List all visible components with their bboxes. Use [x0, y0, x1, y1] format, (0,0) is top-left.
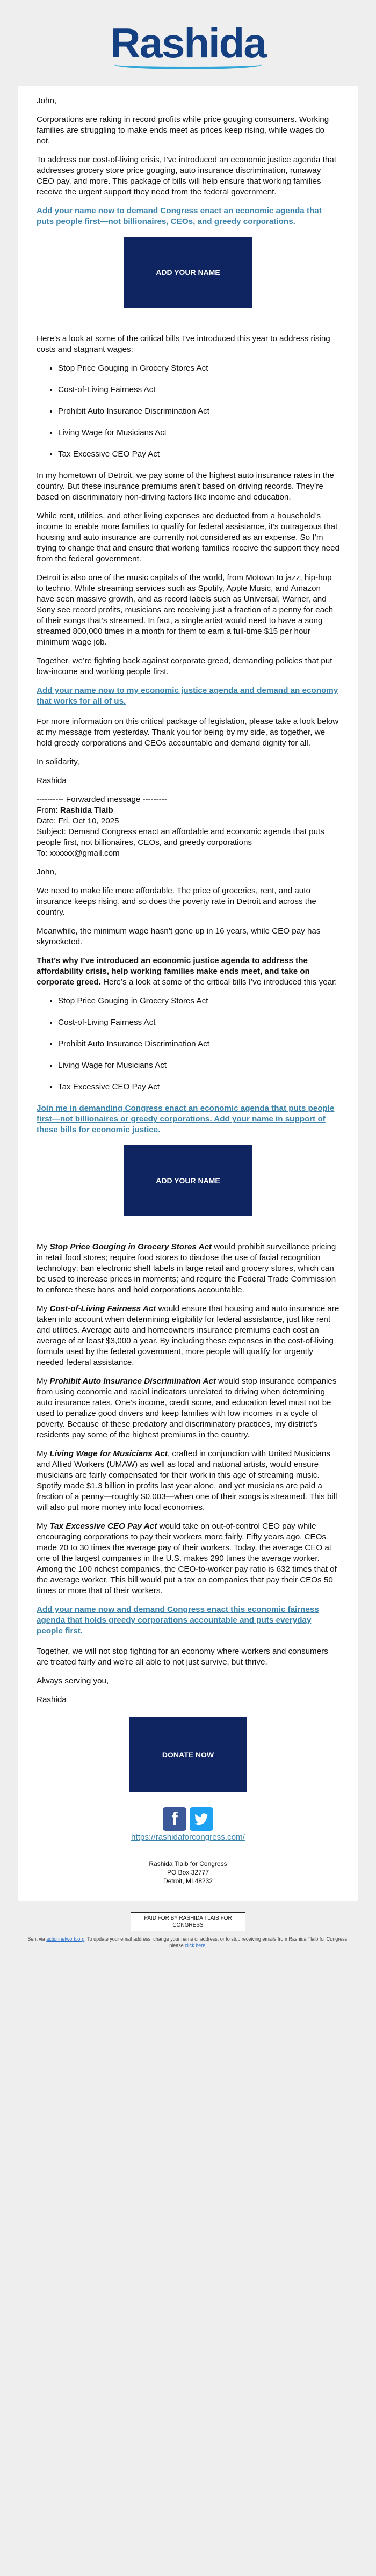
twitter-icon[interactable]	[190, 1807, 213, 1831]
website-link[interactable]: https://rashidaforcongress.com/	[131, 1833, 245, 1842]
paid-for-wrap	[0, 1901, 376, 1936]
bill-list-item: • Stop Price Gouging in Grocery Stores Act	[58, 996, 339, 1007]
bill-description-grocery: My Stop Price Gouging in Grocery Stores Act would prohibit surveillance pricing in retail food stores; require food stores to disclose the use of facial recognition technology; ban electronic shelf labels in large retail and grocery stores, which can be used to increase prices in moments; and require the Federal Trade Commission to enforce these bans and hold corporations accountable.	[37, 1242, 336, 1294]
ask-link-1[interactable]: Add your name now to demand Congress enact an economic agenda that puts people first—not billionaires, CEOs, and greedy corporations.	[37, 206, 322, 226]
bill-list-1	[37, 363, 339, 460]
social-links	[37, 1807, 339, 1831]
bill-list-item: • Cost-of-Living Fairness Act	[58, 385, 339, 395]
ask-link-2[interactable]: Add your name now to my economic justice agenda and demand an economy that works for all of us.	[37, 686, 338, 706]
ask-link-4[interactable]: Add your name now and demand Congress enact this economic fairness agenda that holds greedy corporations accountable and puts everyday people first.	[37, 1605, 319, 1636]
add-your-name-button-1[interactable]: ADD YOUR NAME	[124, 237, 252, 308]
intro-paragraph-2: To address our cost-of-living crisis, I’ve introduced an economic justice agenda that addresses grocery store price gouging, auto insurance discrimination, runaway CEO pay, and more. This package of bills will help ensure that working families receive the urgent support they need from the federal government.	[37, 155, 336, 197]
forwarded-paragraph-2: Meanwhile, the minimum wage hasn’t gone up in 16 years, while CEO pay has skyrocketed.	[37, 927, 321, 946]
bill-list-item: • Living Wage for Musicians Act	[58, 428, 339, 438]
intro-paragraph-5: While rent, utilities, and other living expenses are deducted from a household’s income to enable more families to qualify for federal assistance, it’s outrageous that housing and auto insurance are currently not considered as an expense. So I’m trying to change that and ensure that working families receive the support they need from the federal government.	[37, 511, 339, 563]
signature: Rashida	[37, 776, 67, 785]
greeting: John,	[37, 96, 57, 105]
forwarded-greeting: John,	[37, 867, 57, 877]
unsubscribe-link[interactable]: click here	[185, 1943, 206, 1948]
forwarded-header	[37, 794, 339, 859]
bill-list-item: • Tax Excessive CEO Pay Act	[58, 449, 339, 460]
sender-name: Rashida Tlaib	[60, 806, 113, 815]
city-state: Detroit, MI 48232	[163, 1877, 213, 1885]
bill-list-item: • Stop Price Gouging in Grocery Stores Act	[58, 363, 339, 374]
forwarded-marker: ---------- Forwarded message ---------	[37, 795, 167, 804]
email-body	[18, 86, 358, 1901]
intro-paragraph-1: Corporations are raking in record profits while price gouging consumers. Working families are struggling to make ends meet as prices keep rising, while wages do not.	[37, 115, 329, 146]
intro-paragraph-7: Together, we’re fighting back against corporate greed, demanding policies that put low-income and working people first.	[37, 656, 332, 676]
actionnetwork-link[interactable]: actionnetwork.org	[46, 1936, 85, 1942]
facebook-icon[interactable]: f	[163, 1807, 186, 1831]
paid-for-disclaimer: PAID FOR BY RASHIDA TLAIB FOR CONGRESS	[131, 1912, 245, 1931]
forwarded-date: Date: Fri, Oct 10, 2025	[37, 816, 119, 826]
ask-link-3[interactable]: Join me in demanding Congress enact an economic agenda that puts people first—not billionaires or greedy corporations. Add your name in support of these bills for economic justice.	[37, 1104, 335, 1134]
donate-now-button[interactable]: DONATE NOW	[129, 1717, 247, 1792]
unsubscribe-fineprint: Sent via actionnetwork.org. To update your email address, change your name or address, or to stop receiving emails from Rashida Tlaib for Congress, please click here.	[27, 1936, 349, 1948]
intro-paragraph-8: For more information on this critical package of legislation, please take a look below at my message from yesterday. Thank you for being by my side, as together, we hold greedy corporations and CEOs accountable and demand dignity for all.	[37, 717, 339, 748]
forwarded-paragraph-1: We need to make life more affordable. The price of groceries, rent, and auto insurance keeps rising, and so does the poverty rate in Detroit and across the country.	[37, 886, 316, 917]
bill-description-cost-of-living: My Cost-of-Living Fairness Act would ensure that housing and auto insurance are taken into account when determining eligibility for federal assistance, just like rent and utilities. Average auto and homeowners insurance premiums each cost an average of at least $3,000 a year. By including these expenses in the cost-of-living formula used by the federal government, more people will qualify for urgently needed federal assistance.	[37, 1304, 339, 1367]
logo-swoosh	[114, 60, 261, 69]
org-name: Rashida Tlaib for Congress	[149, 1860, 227, 1868]
bill-description-musicians: My Living Wage for Musicians Act, crafted in conjunction with United Musicians and Allied Workers (UMAW) as well as local and national artists, would ensure musicians are fairly compensated for their work in this age of streaming music. Spotify made $1.3 billion in profits last year alone, and yet musicians are paid a fraction of a penny—roughly $0.003—when one of their songs is streamed. This bill will also put more money into local economies.	[37, 1449, 337, 1512]
bill-list-item: • Prohibit Auto Insurance Discrimination Act	[58, 406, 339, 417]
po-box: PO Box 32777	[167, 1869, 209, 1876]
add-your-name-button-2[interactable]: ADD YOUR NAME	[124, 1145, 252, 1216]
forwarded-from: From: Rashida Tlaib	[37, 806, 113, 815]
bill-list-2	[37, 996, 339, 1092]
intro-paragraph-6: Detroit is also one of the music capitals of the world, from Motown to jazz, hip-hop to techno. While streaming services such as Spotify, Apple Music, and Amazon have seen massive growth, and as record labels such as Universal, Warner, and Sony see record profits, musicians are receiving just a fraction of a penny for each of their songs that’s streamed. In fact, a single artist would need to have a song streamed 800,000 times in a month for them to earn a full-time $15 per hour minimum wage job.	[37, 573, 334, 647]
bill-list-item: • Cost-of-Living Fairness Act	[58, 1017, 339, 1028]
intro-paragraph-4: In my hometown of Detroit, we pay some of the highest auto insurance rates in the country. But these insurance premiums aren’t based on driving records. They’re based on discriminatory non-driving factors like income and education.	[37, 471, 334, 502]
bill-list-item: • Prohibit Auto Insurance Discrimination Act	[58, 1039, 339, 1050]
forwarded-paragraph-end: Together, we will not stop fighting for an economy where workers and consumers are treated fairly and we’re all able to not just survive, but thrive.	[37, 1647, 328, 1667]
forwarded-closing: Always serving you,	[37, 1676, 109, 1685]
bill-description-auto-insurance: My Prohibit Auto Insurance Discrimination Act would stop insurance companies from using economic and racial indicators unrelated to driving when determining auto insurance rates. One’s income, credit score, and education level must not be used to penalize good drivers and keep families with low incomes in a cycle of poverty. Because of these predatory and discriminatory practices, my district’s residents pay some of the highest premiums in the country.	[37, 1377, 337, 1439]
closing: In solidarity,	[37, 757, 79, 766]
forwarded-paragraph-3: That’s why I’ve introduced an economic justice agenda to address the affordability crisis, help working families make ends meet, and take on corporate greed. Here’s a look at some of the critical bills I’ve introduced this year:	[37, 956, 337, 987]
forwarded-signature: Rashida	[37, 1695, 67, 1704]
intro-paragraph-3: Here’s a look at some of the critical bills I’ve introduced this year to address rising costs and stagnant wages:	[37, 334, 330, 354]
rashida-logo: Rashida	[110, 22, 265, 64]
bill-description-ceo-pay: My Tax Excessive CEO Pay Act would take on out-of-control CEO pay while encouraging corporations to pay their workers more fairly. Fifty years ago, CEOs made 20 to 30 times the average pay of their workers. Today, the average CEO at one of the largest companies in the U.S. makes 290 times the average worker. Among the 100 richest companies, the CEO-to-worker pay ratio is 632 times that of the average worker. This bill would put a tax on companies that pay their CEOs 50 times or more that of their workers.	[37, 1522, 337, 1595]
forwarded-subject: Subject: Demand Congress enact an affordable and economic agenda that puts people first, not billionaires, CEOs, and greedy corporations	[37, 827, 324, 847]
bill-list-item: • Tax Excessive CEO Pay Act	[58, 1082, 339, 1092]
mailing-address	[37, 1859, 339, 1885]
forwarded-to: To: xxxxxx@gmail.com	[37, 849, 120, 858]
bill-list-item: • Living Wage for Musicians Act	[58, 1060, 339, 1071]
logo-band	[0, 0, 376, 86]
